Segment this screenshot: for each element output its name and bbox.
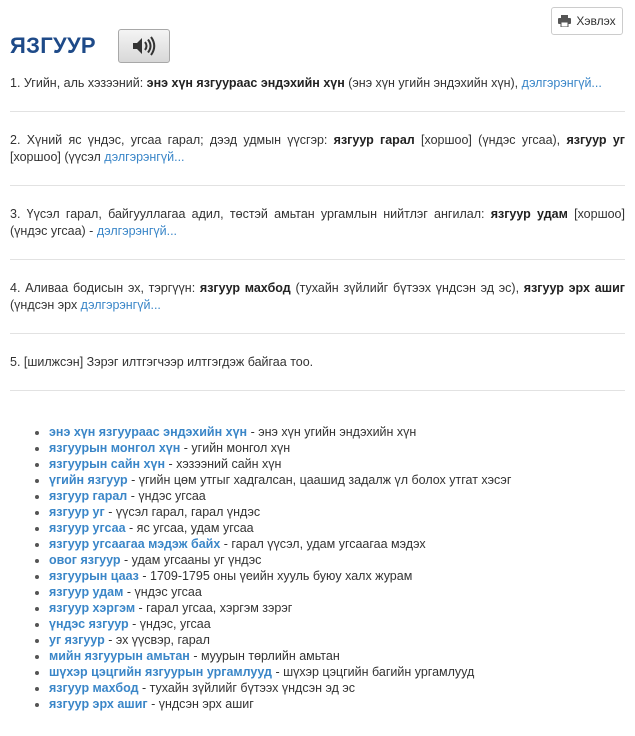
phrase-link[interactable]: язгуур угсаа	[49, 521, 126, 535]
phrase-link[interactable]: овог язгуур	[49, 553, 121, 567]
example-phrase: энэ хүн язгуураас эндэхийн хүн	[146, 76, 345, 90]
phrase-meaning: - үүсэл гарал, гарал үндэс	[104, 505, 261, 519]
example-phrase: язгуур эрх ашиг	[523, 281, 625, 295]
definition-text: [хоршоо] (үүсэл	[10, 150, 105, 164]
phrase-meaning: - шүхэр цэцгийн багийн ургамлууд	[271, 665, 475, 679]
list-item	[49, 648, 511, 664]
phrase-meaning: - муурын төрлийн амьтан	[189, 649, 340, 663]
definition-text: 5. [шилжсэн] Зэрэг илтгэгчээр илтгэгдэж байгаа тоо.	[10, 355, 314, 369]
phrase-meaning: - 1709-1795 оны үеийн хууль буюу халх журам	[138, 569, 413, 583]
example-phrase: язгуур уг	[566, 133, 625, 147]
phrase-link[interactable]: үндэс язгуур	[49, 617, 129, 631]
phrase-link[interactable]: мийн язгуурын амьтан	[49, 649, 190, 663]
phrase-link[interactable]: язгуур гарал	[49, 489, 128, 503]
phrase-meaning: - энэ хүн угийн эндэхийн хүн	[247, 425, 417, 439]
list-item	[49, 632, 511, 648]
more-link[interactable]: дэлгэрэнгүй...	[80, 298, 161, 312]
more-link[interactable]: дэлгэрэнгүй...	[521, 76, 602, 90]
phrase-link[interactable]: үгийн язгуур	[49, 473, 128, 487]
example-phrase: язгуур махбод	[199, 281, 291, 295]
phrase-meaning: - үндэс угсаа	[123, 585, 202, 599]
phrase-meaning: - үгийн цөм утгыг хадгалсан, цаашид задалж үл болох утгат хэсэг	[127, 473, 512, 487]
definition-text: 4. Аливаа бодисын эх, тэргүүн:	[10, 281, 200, 295]
list-item	[49, 664, 511, 680]
definition-text: 3. Үүсэл гарал, байгууллагаа адил, төстэй амьтан ургамлын нийтлэг ангилал:	[10, 207, 491, 221]
print-button[interactable]	[551, 7, 623, 35]
definition-text: [хоршоо] (үндэс угсаа) -	[10, 207, 625, 238]
more-link[interactable]: дэлгэрэнгүй...	[96, 224, 178, 238]
phrase-link[interactable]: энэ хүн язгуураас эндэхийн хүн	[49, 425, 248, 439]
phrase-meaning: - эх үүсвэр, гарал	[104, 633, 210, 647]
list-item	[49, 472, 511, 488]
definition-text: 1. Угийн, аль хэзээний:	[10, 76, 147, 90]
list-item	[49, 440, 511, 456]
phrase-link[interactable]: язгуур уг	[49, 505, 105, 519]
phrase-link[interactable]: уг язгуур	[49, 633, 105, 647]
definition-text: (үндсэн эрх	[10, 298, 81, 312]
phrase-link[interactable]: язгуурын сайн хүн	[49, 457, 166, 471]
phrase-meaning: - үндэс угсаа	[127, 489, 206, 503]
page-title: ЯЗГУУР	[10, 33, 96, 58]
phrase-link[interactable]: язгуурын цааз	[49, 569, 139, 583]
phrase-meaning: - үндэс, угсаа	[128, 617, 211, 631]
phrase-meaning: - гарал үүсэл, удам угсаагаа мэдэх	[220, 537, 426, 551]
definition-item	[10, 132, 625, 186]
more-link[interactable]: дэлгэрэнгүй...	[104, 150, 185, 164]
pronunciation-button[interactable]	[118, 29, 170, 63]
word-header	[10, 28, 170, 64]
definition-text: 2. Хүний яс үндэс, угсаа гарал; дээд удмын үүсгэр:	[10, 133, 334, 147]
phrase-link[interactable]: язгуур махбод	[49, 681, 139, 695]
phrase-link[interactable]: язгуур хэргэм	[49, 601, 136, 615]
phrase-meaning: - удам угсааны уг үндэс	[120, 553, 262, 567]
phrase-link[interactable]: язгуур эрх ашиг	[49, 697, 148, 711]
example-phrase: язгуур удам	[490, 207, 568, 221]
definition-list	[10, 75, 625, 391]
list-item	[49, 584, 511, 600]
list-item	[49, 504, 511, 520]
phrase-link[interactable]: язгуур удам	[49, 585, 124, 599]
list-item	[49, 552, 511, 568]
print-button-label: Хэвлэх	[576, 14, 616, 28]
phrase-meaning: - тухайн зүйлийг бүтээх үндсэн эд эс	[138, 681, 355, 695]
phrase-link[interactable]: язгуурын монгол хүн	[49, 441, 181, 455]
list-item	[49, 568, 511, 584]
phrase-list	[35, 424, 511, 712]
list-item	[49, 456, 511, 472]
list-item	[49, 536, 511, 552]
phrase-meaning: - хэзээний сайн хүн	[165, 457, 282, 471]
list-item	[49, 520, 511, 536]
definition-item	[10, 354, 625, 391]
definition-text: [хоршоо] (үндэс угсаа),	[414, 133, 567, 147]
definition-text: (энэ хүн угийн эндэхийн хүн),	[344, 76, 522, 90]
example-phrase: язгуур гарал	[333, 133, 415, 147]
phrase-meaning: - яс угсаа, удам угсаа	[125, 521, 254, 535]
printer-icon	[558, 15, 571, 27]
phrase-meaning: - угийн монгол хүн	[180, 441, 291, 455]
definition-item	[10, 206, 625, 260]
phrase-meaning: - гарал угсаа, хэргэм зэрэг	[135, 601, 293, 615]
definition-text: (тухайн зүйлийг бүтээх үндсэн эд эс),	[290, 281, 524, 295]
list-item	[49, 696, 511, 712]
phrase-meaning: - үндсэн эрх ашиг	[147, 697, 254, 711]
phrase-link[interactable]: язгуур угсаагаа мэдэж байх	[49, 537, 221, 551]
list-item	[49, 600, 511, 616]
definition-item	[10, 75, 625, 112]
list-item	[49, 680, 511, 696]
list-item	[49, 488, 511, 504]
definition-item	[10, 280, 625, 334]
speaker-icon	[131, 36, 157, 56]
list-item	[49, 424, 511, 440]
list-item	[49, 616, 511, 632]
phrase-link[interactable]: шүхэр цэцгийн язгуурын ургамлууд	[49, 665, 272, 679]
